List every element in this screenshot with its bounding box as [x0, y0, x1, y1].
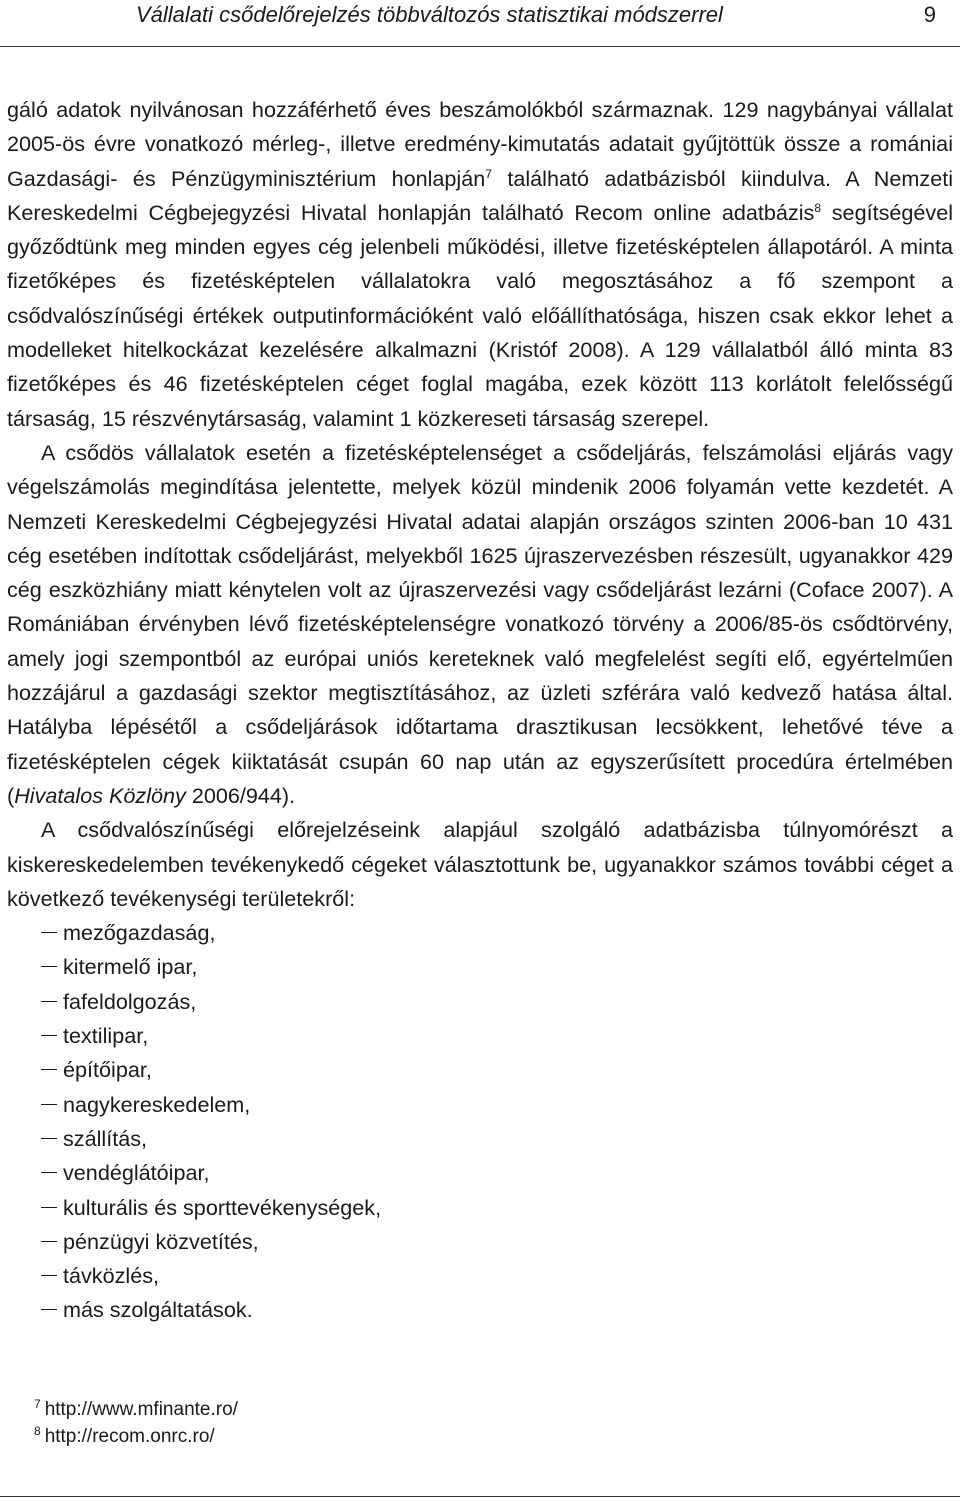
list-item	[7, 1225, 953, 1259]
dash-bullet	[41, 1241, 57, 1242]
footnotes	[34, 1396, 934, 1450]
list-item-label: pénzügyi közvetítés,	[63, 1228, 259, 1254]
footnote-mark: 8	[34, 1423, 41, 1438]
list-item	[7, 985, 953, 1019]
list-item-label: más szolgáltatások.	[63, 1297, 253, 1323]
list-item-label: kitermelő ipar,	[63, 954, 198, 980]
list-item	[7, 1191, 953, 1225]
list-item-label: textilipar,	[63, 1023, 149, 1049]
list-item	[7, 1156, 953, 1190]
list-item-label: nagykereskedelem,	[63, 1091, 251, 1117]
dash-bullet	[41, 932, 57, 933]
list-item-label: építőipar,	[63, 1057, 152, 1083]
dash-bullet	[41, 1104, 57, 1105]
list-item	[7, 916, 953, 950]
paragraph-text: 2006/944).	[185, 782, 296, 808]
footnote-7	[34, 1396, 934, 1423]
sector-list	[7, 916, 953, 1328]
list-item-label: kulturális és sporttevékenységek,	[63, 1194, 382, 1220]
footnote-ref-8[interactable]: 8	[814, 200, 822, 215]
list-item-label: szállítás,	[63, 1125, 148, 1151]
footnote-8	[34, 1423, 934, 1450]
list-item	[7, 1088, 953, 1122]
dash-bullet	[41, 1275, 57, 1276]
footer-rule	[0, 1496, 960, 1497]
paragraph-text: gáló adatok nyilvánosan hozzáférhető éves beszámolókból származnak. 129 nagybányai vállalat 2005-ös évre vonatkozó mérleg-, illetve eredmény-kimutatás adatait gyűjtöttük össze a romániai Gazdasági- és Pénzügyminisztérium honlapján	[7, 97, 953, 191]
list-item-label: fafeldolgozás,	[63, 988, 197, 1014]
running-header	[0, 0, 960, 48]
dash-bullet	[41, 966, 57, 967]
footnote-mark: 7	[34, 1396, 41, 1411]
page-number: 9	[923, 2, 936, 27]
paragraph-text: segítségével győződtünk meg minden egyes cég jelenbeli működési, illetve fizetésképtelen állapotáról. A minta fizetőképes és fizetésképtelen vállalatokra való megosztásához a fő szempont a csődvalószínűségi értékek outputinformációként való előállíthatósága, hiszen csak ekkor lehet a modelleket hitelkockázat kezelésére alkalmazni (Kristóf 2008). A 129 vállalatból álló minta 83 fizetőképes és 46 fizetésképtelen céget foglal magába, ezek között 113 korlátolt felelősségű társaság, 15 részvénytársaság, valamint 1 közkereseti társaság szerepel.	[7, 199, 954, 431]
dash-bullet	[41, 1001, 57, 1002]
dash-bullet	[41, 1207, 57, 1208]
footnote-ref-7[interactable]: 7	[485, 166, 492, 181]
list-item	[7, 1293, 953, 1327]
list-item-label: vendéglátóipar,	[63, 1160, 210, 1186]
running-title: Vállalati csődelőrejelzés többváltozós statisztikai módszerrel	[136, 2, 723, 27]
paragraph-data-source	[7, 93, 953, 436]
dash-bullet	[41, 1069, 57, 1070]
paragraph-database: A csődvalószínűségi előrejelzéseink alapjául szolgáló adatbázisba túlnyomórészt a kiskereskedelemben tevékenykedő cégeket választottunk be, ugyanakkor számos további céget a következő tevékenységi területekről:	[7, 817, 953, 911]
italic-citation: Hivatalos Közlöny	[14, 782, 186, 808]
dash-bullet	[41, 1309, 57, 1310]
paragraph-bankruptcy	[7, 436, 953, 813]
list-item	[7, 1053, 953, 1087]
paragraph-text: található adatbázisból kiindulva. A Nemzeti Kereskedelmi Cégbejegyzési Hivatal honlapján található Recom online adatbázis	[7, 165, 953, 225]
list-item	[7, 1019, 953, 1053]
dash-bullet	[41, 1138, 57, 1139]
footnote-link[interactable]: http://recom.onrc.ro/	[44, 1426, 215, 1447]
list-item	[7, 1259, 953, 1293]
paragraph-text: A csődös vállalatok esetén a fizetésképtelenséget a csődeljárás, felszámolási eljárás vagy végelszámolás megindítása jelentette, melyek közül mindenik 2006 folyamán vette kezdetét. A Nemzeti Kereskedelmi Cégbejegyzési Hivatal adatai alapján országos szinten 2006-ban 10 431 cég esetében indítottak csődeljárást, melyekből 1625 újraszervezésben részesült, ugyanakkor 429 cég eszközhiány miatt kénytelen volt az újraszervezési vagy csődeljárást lezárni (Coface 2007). A Romániában érvényben lévő fizetésképtelenségre vonatkozó törvény a 2006/85-ös csődtörvény, amely jogi szempontból az európai uniós kereteknek való megfelelést segíti elő, egyértelműen hozzájárul a gazdasági szektor megtisztításához, az üzleti szférára való kedvező hatása által. Hatályba lépésétől a csődeljárások időtartama drasztikusan lecsökkent, lehetővé téve a fizetésképtelen cégek kiiktatását csupán 60 nap után az egyszerűsített procedúra értelmében (	[7, 439, 953, 808]
body-text	[7, 93, 953, 1328]
header-rule	[0, 46, 960, 47]
list-item	[7, 950, 953, 984]
dash-bullet	[41, 1172, 57, 1173]
footnote-link[interactable]: http://www.mfinante.ro/	[44, 1399, 238, 1420]
list-item	[7, 1122, 953, 1156]
list-item-label: mezőgazdaság,	[63, 920, 216, 946]
list-item-label: távközlés,	[63, 1263, 160, 1289]
dash-bullet	[41, 1035, 57, 1036]
